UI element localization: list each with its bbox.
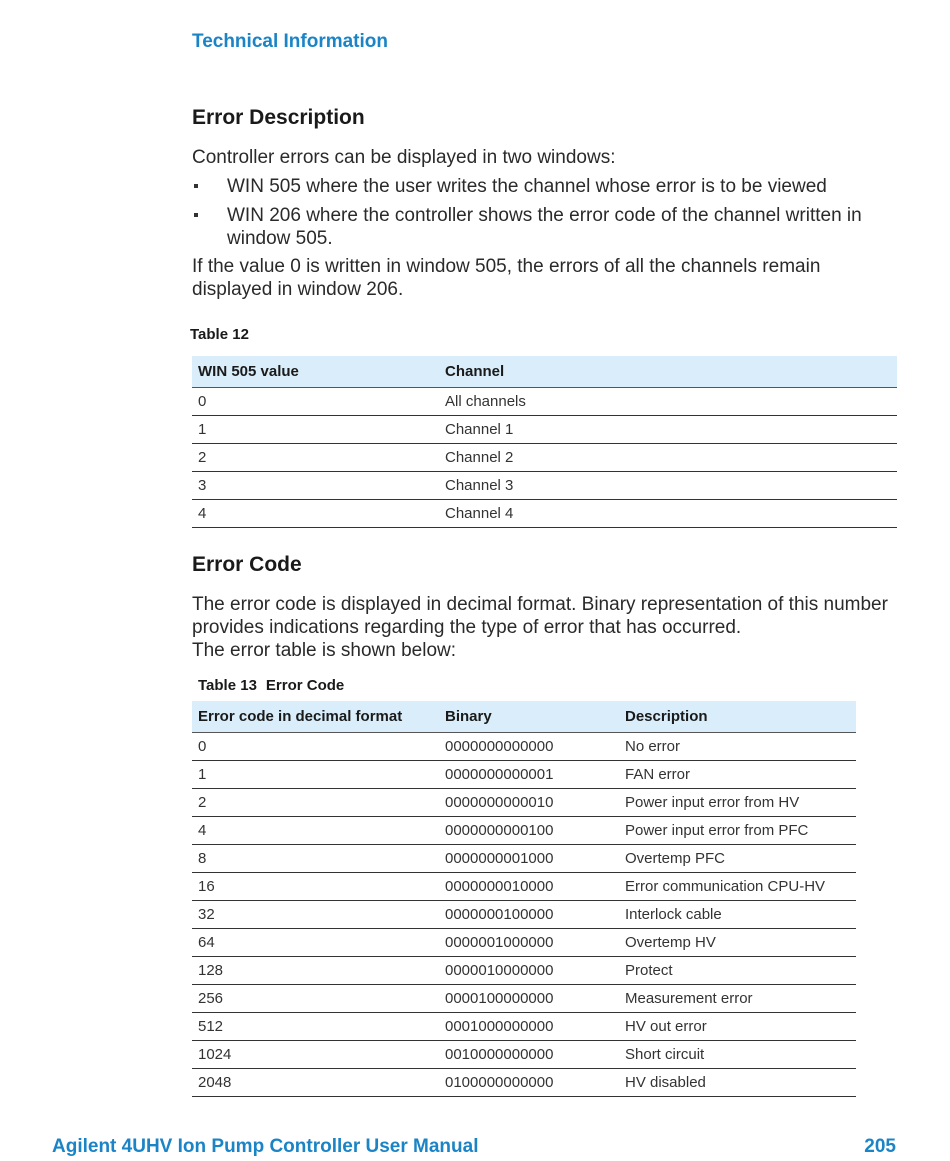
table-cell: 16 xyxy=(192,873,439,901)
table-cell: 0000000000100 xyxy=(439,817,619,845)
table-cell: FAN error xyxy=(619,761,856,789)
table-header-row xyxy=(192,356,897,388)
table-cell: 0001000000000 xyxy=(439,1013,619,1041)
table-cell: 1 xyxy=(192,416,439,444)
bullet-list xyxy=(192,175,892,256)
column-header: WIN 505 value xyxy=(192,356,439,388)
table-row xyxy=(192,416,897,444)
table-cell: 0000000001000 xyxy=(439,845,619,873)
table-cell: Power input error from PFC xyxy=(619,817,856,845)
table-row xyxy=(192,1069,856,1097)
table-cell: 0010000000000 xyxy=(439,1041,619,1069)
table-12-caption: Table 12 xyxy=(190,326,249,343)
table-cell: All channels xyxy=(439,388,897,416)
table-cell: HV disabled xyxy=(619,1069,856,1097)
table-cell: Error communication CPU-HV xyxy=(619,873,856,901)
table-row xyxy=(192,388,897,416)
table-cell: Measurement error xyxy=(619,985,856,1013)
table-row xyxy=(192,985,856,1013)
column-header: Binary xyxy=(439,701,619,733)
table-row xyxy=(192,845,856,873)
intro-paragraph: Controller errors can be displayed in two windows: xyxy=(192,147,616,168)
error-code-paragraph: The error code is displayed in decimal format. Binary representation of this number provides indications regarding the type of error that has occurred. xyxy=(192,594,888,638)
table-13-number: Table 13 xyxy=(198,677,257,694)
table-cell: Interlock cable xyxy=(619,901,856,929)
page-number: 205 xyxy=(864,1136,896,1157)
win-505-table xyxy=(192,356,897,528)
footer-manual-title: Agilent 4UHV Ion Pump Controller User Manual xyxy=(52,1136,479,1157)
table-cell: Overtemp PFC xyxy=(619,845,856,873)
table-cell: 3 xyxy=(192,472,439,500)
bullet-icon xyxy=(194,184,198,188)
table-13-title: Error Code xyxy=(265,677,345,694)
table-cell: 0000010000000 xyxy=(439,957,619,985)
table-cell: Channel 3 xyxy=(439,472,897,500)
table-cell: 0000000000001 xyxy=(439,761,619,789)
table-cell: 2048 xyxy=(192,1069,439,1097)
table-cell: 2 xyxy=(192,789,439,817)
table-cell: 0000000000000 xyxy=(439,733,619,761)
table-cell: 1024 xyxy=(192,1041,439,1069)
table-cell: 4 xyxy=(192,817,439,845)
table-13-caption xyxy=(198,677,344,694)
table-cell: 8 xyxy=(192,845,439,873)
table-cell: Protect xyxy=(619,957,856,985)
table-row xyxy=(192,929,856,957)
table-cell: HV out error xyxy=(619,1013,856,1041)
table-row xyxy=(192,817,856,845)
error-code-table xyxy=(192,701,856,1097)
table-cell: Short circuit xyxy=(619,1041,856,1069)
table-row xyxy=(192,733,856,761)
table-cell: 0000000100000 xyxy=(439,901,619,929)
column-header: Channel xyxy=(439,356,897,388)
table-cell: 0 xyxy=(192,388,439,416)
list-item: WIN 206 where the controller shows the error code of the channel written in window 505. xyxy=(192,204,892,250)
table-cell: 256 xyxy=(192,985,439,1013)
table-cell: Overtemp HV xyxy=(619,929,856,957)
note-paragraph: If the value 0 is written in window 505, the errors of all the channels remain displayed in window 206. xyxy=(192,256,821,300)
table-cell: 128 xyxy=(192,957,439,985)
table-cell: Channel 2 xyxy=(439,444,897,472)
table-row xyxy=(192,901,856,929)
table-row xyxy=(192,957,856,985)
table-cell: 0000000000010 xyxy=(439,789,619,817)
table-cell: Power input error from HV xyxy=(619,789,856,817)
table-row xyxy=(192,1041,856,1069)
error-table-intro: The error table is shown below: xyxy=(192,640,457,661)
bullet-icon xyxy=(194,213,198,217)
table-cell: 1 xyxy=(192,761,439,789)
table-cell: 64 xyxy=(192,929,439,957)
table-row xyxy=(192,761,856,789)
table-cell: 0 xyxy=(192,733,439,761)
table-cell: 512 xyxy=(192,1013,439,1041)
table-row xyxy=(192,444,897,472)
table-cell: 0100000000000 xyxy=(439,1069,619,1097)
table-header-row xyxy=(192,701,856,733)
table-cell: Channel 4 xyxy=(439,500,897,528)
table-cell: 4 xyxy=(192,500,439,528)
table-cell: 0000100000000 xyxy=(439,985,619,1013)
running-header: Technical Information xyxy=(192,31,389,52)
table-cell: 0000000010000 xyxy=(439,873,619,901)
table-cell: Channel 1 xyxy=(439,416,897,444)
section-heading-error-description: Error Description xyxy=(192,106,365,129)
list-item: WIN 505 where the user writes the channel whose error is to be viewed xyxy=(192,175,892,198)
table-row xyxy=(192,789,856,817)
table-cell: 2 xyxy=(192,444,439,472)
table-row xyxy=(192,500,897,528)
column-header: Error code in decimal format xyxy=(192,701,439,733)
table-cell: 32 xyxy=(192,901,439,929)
section-heading-error-code: Error Code xyxy=(192,553,302,576)
column-header: Description xyxy=(619,701,856,733)
table-row xyxy=(192,873,856,901)
table-row xyxy=(192,472,897,500)
table-cell: 0000001000000 xyxy=(439,929,619,957)
table-cell: No error xyxy=(619,733,856,761)
table-row xyxy=(192,1013,856,1041)
